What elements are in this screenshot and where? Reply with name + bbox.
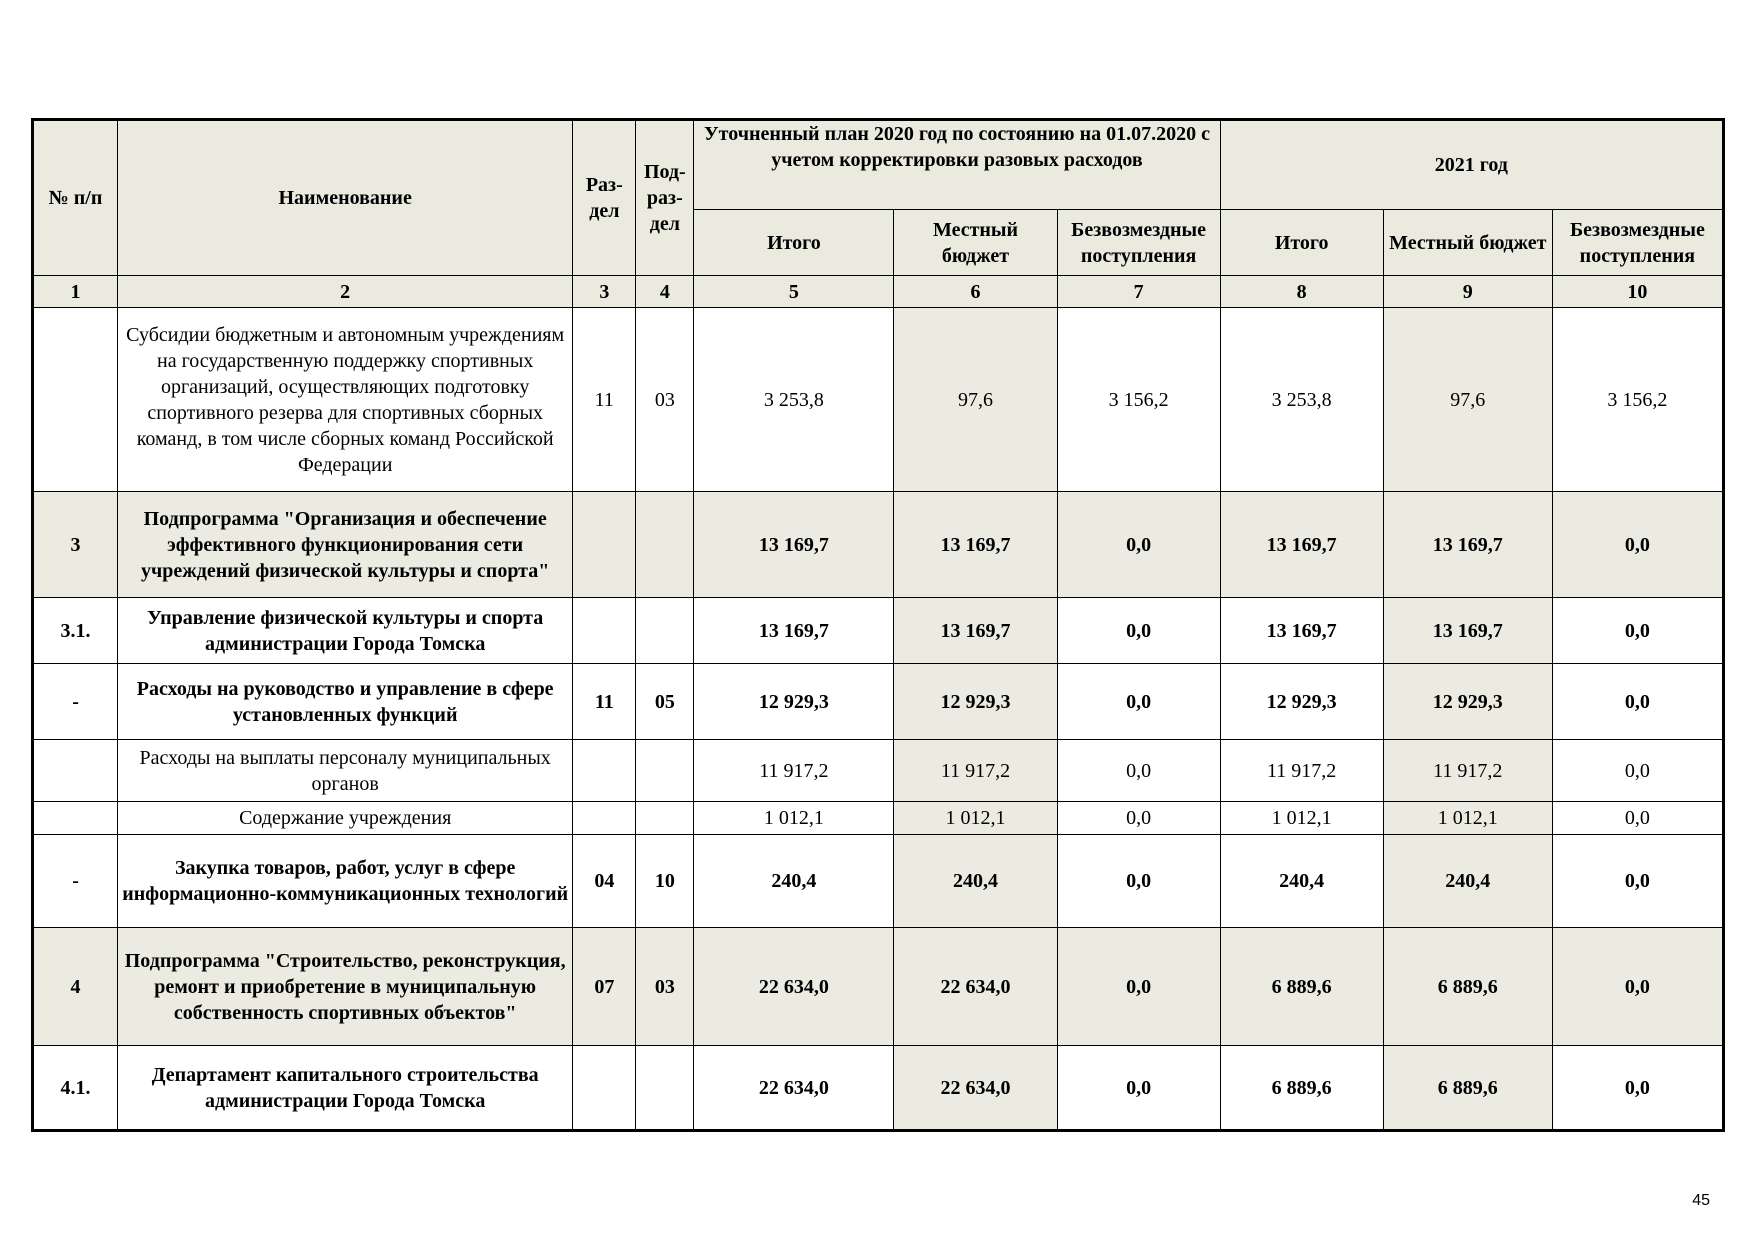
row-podrazdel (636, 740, 694, 802)
table-row (33, 802, 1724, 835)
header-itogo-2021: Итого (1220, 210, 1383, 276)
page-number: 45 (1692, 1192, 1710, 1209)
header-free-2021: Безвозмездные поступления (1552, 210, 1723, 276)
row-num: 4 (33, 928, 118, 1046)
row-razdel (573, 598, 636, 664)
table-row (33, 835, 1724, 928)
cell-free-2020: 0,0 (1057, 928, 1220, 1046)
cell-free-2021: 3 156,2 (1552, 308, 1723, 492)
row-name: Подпрограмма "Строительство, реконструкция, ремонт и приобретение в муниципальную собственность спортивных объектов" (118, 928, 573, 1046)
header-podrazdel: Под-раз-дел (636, 120, 694, 276)
row-razdel: 04 (573, 835, 636, 928)
cell-free-2021: 0,0 (1552, 740, 1723, 802)
cell-local-2021: 13 169,7 (1383, 492, 1552, 598)
row-name: Содержание учреждения (118, 802, 573, 835)
colnum: 2 (118, 276, 573, 308)
cell-local-2021: 240,4 (1383, 835, 1552, 928)
row-name: Расходы на руководство и управление в сфере установленных функций (118, 664, 573, 740)
table-row (33, 928, 1724, 1046)
row-name: Управление физической культуры и спорта администрации Города Томска (118, 598, 573, 664)
cell-itogo-2020: 13 169,7 (694, 492, 894, 598)
colnum: 3 (573, 276, 636, 308)
row-num: - (33, 835, 118, 928)
row-num: 3.1. (33, 598, 118, 664)
row-razdel (573, 492, 636, 598)
cell-itogo-2020: 1 012,1 (694, 802, 894, 835)
cell-local-2021: 11 917,2 (1383, 740, 1552, 802)
colnum: 1 (33, 276, 118, 308)
header-local-2020: Местный бюджет (894, 210, 1057, 276)
cell-free-2020: 0,0 (1057, 835, 1220, 928)
budget-table (31, 118, 1725, 1132)
cell-itogo-2020: 22 634,0 (694, 928, 894, 1046)
cell-free-2021: 0,0 (1552, 835, 1723, 928)
row-num (33, 740, 118, 802)
cell-itogo-2020: 240,4 (694, 835, 894, 928)
cell-free-2021: 0,0 (1552, 492, 1723, 598)
row-num (33, 308, 118, 492)
cell-local-2020: 240,4 (894, 835, 1057, 928)
cell-free-2021: 0,0 (1552, 598, 1723, 664)
cell-itogo-2021: 240,4 (1220, 835, 1383, 928)
cell-free-2020: 0,0 (1057, 492, 1220, 598)
cell-free-2020: 0,0 (1057, 598, 1220, 664)
cell-local-2020: 13 169,7 (894, 492, 1057, 598)
cell-free-2021: 0,0 (1552, 1046, 1723, 1131)
row-name: Закупка товаров, работ, услуг в сфере информационно-коммуникационных технологий (118, 835, 573, 928)
cell-free-2020: 0,0 (1057, 802, 1220, 835)
cell-local-2021: 12 929,3 (1383, 664, 1552, 740)
cell-free-2020: 0,0 (1057, 740, 1220, 802)
table-row (33, 492, 1724, 598)
cell-local-2020: 97,6 (894, 308, 1057, 492)
cell-free-2020: 0,0 (1057, 1046, 1220, 1131)
row-num: 4.1. (33, 1046, 118, 1131)
cell-itogo-2020: 11 917,2 (694, 740, 894, 802)
cell-itogo-2021: 11 917,2 (1220, 740, 1383, 802)
cell-free-2021: 0,0 (1552, 664, 1723, 740)
cell-itogo-2021: 13 169,7 (1220, 492, 1383, 598)
colnum: 7 (1057, 276, 1220, 308)
row-podrazdel (636, 802, 694, 835)
table-row (33, 664, 1724, 740)
cell-itogo-2020: 13 169,7 (694, 598, 894, 664)
cell-local-2021: 13 169,7 (1383, 598, 1552, 664)
row-razdel (573, 1046, 636, 1131)
cell-itogo-2020: 12 929,3 (694, 664, 894, 740)
header-razdel: Раз-дел (573, 120, 636, 276)
colnum: 6 (894, 276, 1057, 308)
cell-local-2020: 22 634,0 (894, 1046, 1057, 1131)
cell-free-2020: 3 156,2 (1057, 308, 1220, 492)
colnum: 10 (1552, 276, 1723, 308)
table-row (33, 598, 1724, 664)
cell-local-2021: 97,6 (1383, 308, 1552, 492)
cell-itogo-2020: 22 634,0 (694, 1046, 894, 1131)
row-name: Расходы на выплаты персоналу муниципальных органов (118, 740, 573, 802)
colnum: 5 (694, 276, 894, 308)
row-podrazdel (636, 1046, 694, 1131)
cell-itogo-2021: 3 253,8 (1220, 308, 1383, 492)
cell-itogo-2021: 6 889,6 (1220, 928, 1383, 1046)
cell-local-2021: 1 012,1 (1383, 802, 1552, 835)
colnum: 9 (1383, 276, 1552, 308)
row-name: Субсидии бюджетным и автономным учреждениям на государственную поддержку спортивных организаций, осуществляющих подготовку спортивного резерва для спортивных сборных команд, в том числе сборных команд Российской Федерации (118, 308, 573, 492)
table-row (33, 308, 1724, 492)
header-num: № п/п (33, 120, 118, 276)
row-name: Департамент капитального строительства администрации Города Томска (118, 1046, 573, 1131)
row-podrazdel (636, 492, 694, 598)
cell-free-2020: 0,0 (1057, 664, 1220, 740)
row-num: - (33, 664, 118, 740)
row-num: 3 (33, 492, 118, 598)
row-num (33, 802, 118, 835)
cell-itogo-2021: 13 169,7 (1220, 598, 1383, 664)
row-razdel: 11 (573, 664, 636, 740)
cell-itogo-2021: 6 889,6 (1220, 1046, 1383, 1131)
cell-local-2020: 22 634,0 (894, 928, 1057, 1046)
table-row (33, 740, 1724, 802)
row-podrazdel (636, 598, 694, 664)
colnum: 8 (1220, 276, 1383, 308)
row-podrazdel: 03 (636, 308, 694, 492)
row-razdel: 11 (573, 308, 636, 492)
cell-local-2020: 11 917,2 (894, 740, 1057, 802)
cell-local-2021: 6 889,6 (1383, 1046, 1552, 1131)
cell-free-2021: 0,0 (1552, 802, 1723, 835)
cell-free-2021: 0,0 (1552, 928, 1723, 1046)
header-plan-2020: Уточненный план 2020 год по состоянию на 01.07.2020 с учетом корректировки разовых расходов (694, 120, 1220, 210)
header-year-2021: 2021 год (1220, 120, 1723, 210)
header-itogo-2020: Итого (694, 210, 894, 276)
table-row (33, 1046, 1724, 1131)
cell-itogo-2021: 12 929,3 (1220, 664, 1383, 740)
row-razdel (573, 802, 636, 835)
cell-local-2020: 1 012,1 (894, 802, 1057, 835)
cell-itogo-2020: 3 253,8 (694, 308, 894, 492)
cell-local-2020: 13 169,7 (894, 598, 1057, 664)
cell-local-2020: 12 929,3 (894, 664, 1057, 740)
row-podrazdel: 03 (636, 928, 694, 1046)
header-name: Наименование (118, 120, 573, 276)
row-name: Подпрограмма "Организация и обеспечение эффективного функционирования сети учреждений физической культуры и спорта" (118, 492, 573, 598)
cell-local-2021: 6 889,6 (1383, 928, 1552, 1046)
header-local-2021: Местный бюджет (1383, 210, 1552, 276)
row-razdel: 07 (573, 928, 636, 1046)
colnum: 4 (636, 276, 694, 308)
row-razdel (573, 740, 636, 802)
cell-itogo-2021: 1 012,1 (1220, 802, 1383, 835)
header-free-2020: Безвозмездные поступления (1057, 210, 1220, 276)
row-podrazdel: 05 (636, 664, 694, 740)
row-podrazdel: 10 (636, 835, 694, 928)
